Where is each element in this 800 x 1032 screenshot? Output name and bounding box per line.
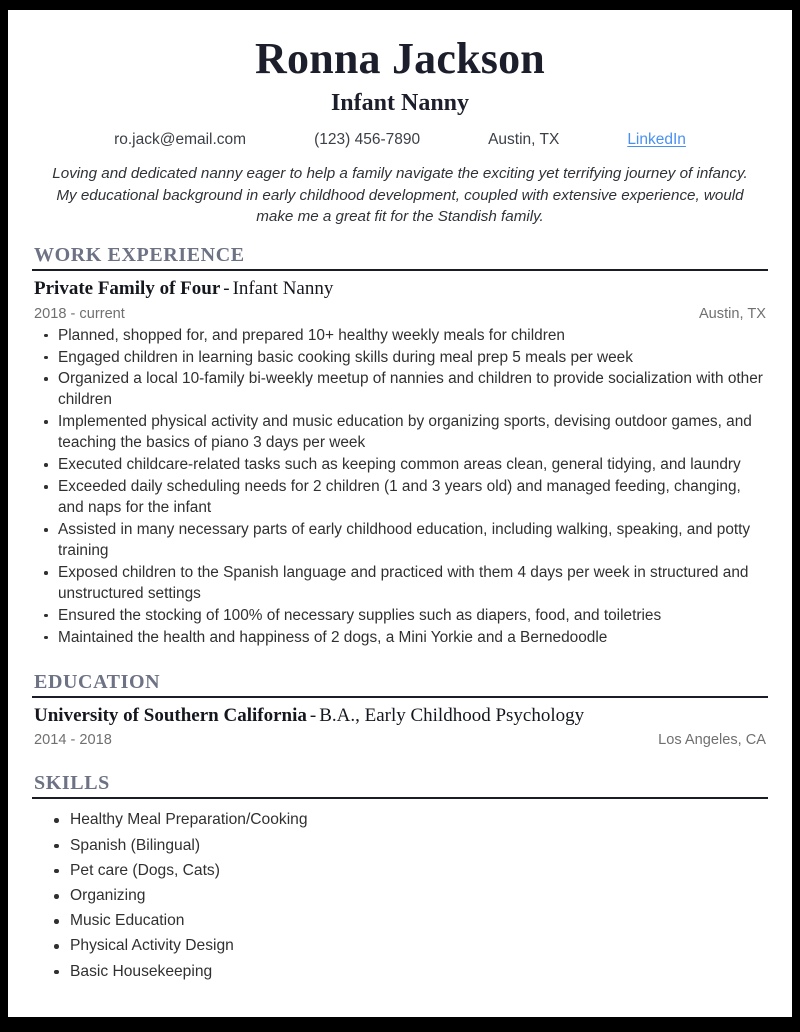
work-entry-meta (32, 306, 768, 322)
linkedin-link[interactable]: LinkedIn (627, 131, 686, 149)
work-entry (32, 277, 768, 649)
education-degree: B.A., Early Childhood Psychology (319, 704, 585, 726)
section-work-experience (32, 244, 768, 649)
list-item: Assisted in many necessary parts of early childhood education, including walking, speaking, and potty training (32, 520, 768, 562)
section-heading-skills: SKILLS (34, 772, 110, 795)
list-item: Organized a local 10-family bi-weekly meetup of nannies and children to provide socialization with other children (32, 369, 768, 411)
list-item: Physical Activity Design (32, 935, 768, 956)
section-education (32, 671, 768, 749)
education-entry (32, 704, 768, 749)
contact-location: Austin, TX (488, 131, 560, 149)
list-item: Pet care (Dogs, Cats) (32, 860, 768, 881)
work-dates: 2018 - current (34, 305, 125, 322)
list-item: Maintained the health and happiness of 2 dogs, a Mini Yorkie and a Bernedoodle (32, 628, 768, 649)
list-item: Exposed children to the Spanish language and practiced with them 4 days per week in structured and unstructured settings (32, 563, 768, 605)
education-dates: 2014 - 2018 (34, 732, 112, 749)
title-separator: - (309, 704, 317, 726)
list-item: Executed childcare-related tasks such as keeping common areas clean, general tidying, and laundry (32, 455, 768, 476)
section-divider (32, 797, 768, 799)
work-entry-title (32, 277, 768, 302)
resume-page (8, 10, 792, 1017)
title-separator: - (223, 277, 230, 299)
job-title-subtitle: Infant Nanny (330, 90, 470, 117)
list-item: Music Education (32, 910, 768, 931)
education-location: Los Angeles, CA (658, 732, 766, 749)
list-item: Implemented physical activity and music education by organizing sports, devising outdoor games, and teaching the basics of piano 3 days per week (32, 412, 768, 454)
work-organization: Private Family of Four (34, 277, 221, 299)
list-item: Ensured the stocking of 100% of necessary supplies such as diapers, food, and toiletries (32, 606, 768, 627)
work-location: Austin, TX (698, 305, 766, 322)
section-skills (32, 772, 768, 981)
page-title: Ronna Jackson (255, 34, 545, 83)
education-entry-title (32, 704, 768, 729)
list-item: Organizing (32, 885, 768, 906)
list-item: Planned, shopped for, and prepared 10+ healthy weekly meals for children (32, 326, 768, 347)
education-institution: University of Southern California (34, 704, 307, 726)
work-bullet-list (32, 326, 768, 649)
section-divider (32, 269, 768, 271)
list-item: Basic Housekeeping (32, 961, 768, 982)
section-divider (32, 696, 768, 698)
resume-header (32, 36, 768, 228)
education-entry-meta (32, 732, 768, 748)
list-item: Exceeded daily scheduling needs for 2 children (1 and 3 years old) and managed feeding, changing, and naps for the infant (32, 477, 768, 519)
section-heading-work: WORK EXPERIENCE (34, 243, 245, 266)
section-heading-education: EDUCATION (34, 670, 161, 693)
list-item: Engaged children in learning basic cooking skills during meal prep 5 meals per week (32, 348, 768, 369)
skills-list (32, 809, 768, 981)
contact-row (32, 131, 768, 149)
work-role: Infant Nanny (232, 277, 334, 299)
contact-email[interactable]: ro.jack@email.com (114, 131, 247, 149)
professional-summary: Loving and dedicated nanny eager to help a family navigate the exciting yet terrifying journey of infancy. My educational background in early childhood development, coupled with extensive experience, would make me a great fit for the Standish family. (52, 165, 748, 226)
list-item: Healthy Meal Preparation/Cooking (32, 809, 768, 830)
list-item: Spanish (Bilingual) (32, 835, 768, 856)
contact-phone[interactable]: (123) 456-7890 (314, 131, 421, 149)
